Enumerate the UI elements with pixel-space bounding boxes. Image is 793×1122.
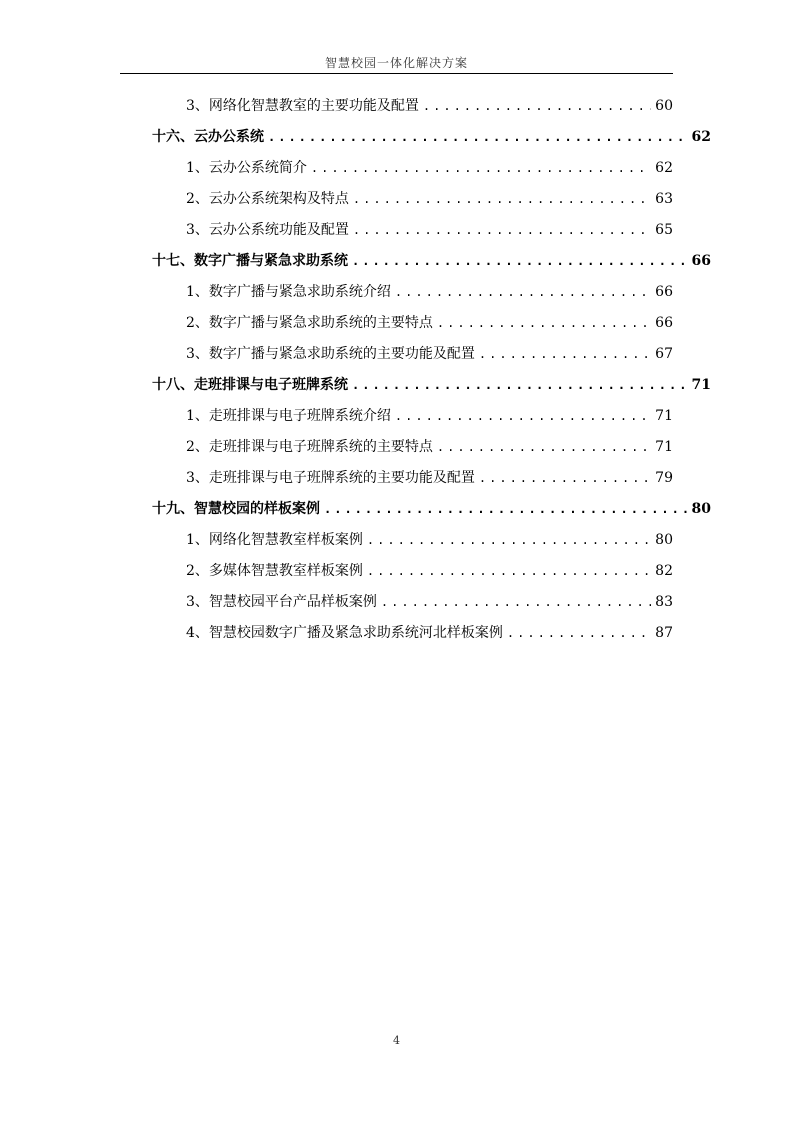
- toc-entry-page: 66: [655, 284, 673, 300]
- toc-entry-title: 1、云办公系统简介: [186, 160, 307, 176]
- toc-entry[interactable]: [186, 158, 673, 178]
- toc-entry[interactable]: [186, 96, 673, 116]
- toc-dot-leader: [395, 282, 651, 302]
- toc-dot-leader: [367, 530, 651, 550]
- toc-entry-title: 1、数字广播与紧急求助系统介绍: [186, 284, 391, 300]
- toc-chapter-title: 十七、数字广播与紧急求助系统: [152, 253, 348, 269]
- toc-entry[interactable]: [186, 437, 673, 457]
- toc-entry-page: 67: [655, 346, 673, 362]
- toc-entry-page: 80: [655, 532, 673, 548]
- toc-entry[interactable]: [186, 406, 673, 426]
- toc-dot-leader: [311, 158, 651, 178]
- toc-entry[interactable]: [186, 344, 673, 364]
- toc-entry-page: 82: [655, 563, 673, 579]
- toc-dot-leader: [352, 251, 688, 271]
- toc-entry-title: 3、网络化智慧教室的主要功能及配置: [186, 98, 419, 114]
- toc-chapter-page: 80: [691, 501, 711, 517]
- toc-entry[interactable]: [186, 530, 673, 550]
- toc-entry-title: 1、网络化智慧教室样板案例: [186, 532, 363, 548]
- toc-entry[interactable]: [186, 623, 673, 643]
- toc-entry-title: 4、智慧校园数字广播及紧急求助系统河北样板案例: [186, 625, 503, 641]
- toc-chapter-page: 66: [691, 253, 711, 269]
- toc-entry-title: 3、智慧校园平台产品样板案例: [186, 594, 377, 610]
- toc-chapter-entry[interactable]: [152, 375, 711, 395]
- toc-dot-leader: [353, 189, 651, 209]
- toc-entry-title: 2、多媒体智慧教室样板案例: [186, 563, 363, 579]
- toc-dot-leader: [423, 96, 651, 116]
- toc-entry[interactable]: [186, 468, 673, 488]
- toc-dot-leader: [353, 220, 651, 240]
- toc-chapter-title: 十九、智慧校园的样板案例: [152, 501, 320, 517]
- toc-chapter-title: 十八、走班排课与电子班牌系统: [152, 377, 348, 393]
- toc-dot-leader: [479, 344, 651, 364]
- page-number: 4: [393, 1034, 400, 1047]
- toc-chapter-page: 71: [691, 377, 711, 393]
- toc-entry-page: 71: [655, 439, 673, 455]
- toc-entry-title: 3、数字广播与紧急求助系统的主要功能及配置: [186, 346, 475, 362]
- toc-chapter-entry[interactable]: [152, 499, 711, 519]
- toc-entry-page: 63: [655, 191, 673, 207]
- toc-entry-title: 2、数字广播与紧急求助系统的主要特点: [186, 315, 433, 331]
- toc-dot-leader: [324, 499, 688, 519]
- toc-dot-leader: [367, 561, 651, 581]
- toc-entry-title: 1、走班排课与电子班牌系统介绍: [186, 408, 391, 424]
- toc-entry-title: 2、云办公系统架构及特点: [186, 191, 349, 207]
- toc-entry[interactable]: [186, 282, 673, 302]
- toc-entry-page: 71: [655, 408, 673, 424]
- toc-entry[interactable]: [186, 561, 673, 581]
- toc-chapter-page: 62: [691, 129, 711, 145]
- header-divider: [120, 73, 673, 74]
- toc-dot-leader: [395, 406, 651, 426]
- toc-entry-page: 65: [655, 222, 673, 238]
- toc-entry-page: 60: [655, 98, 673, 114]
- toc-dot-leader: [507, 623, 651, 643]
- toc-dot-leader: [437, 437, 651, 457]
- toc-entry[interactable]: [186, 313, 673, 333]
- toc-dot-leader: [352, 375, 688, 395]
- toc-chapter-entry[interactable]: [152, 251, 711, 271]
- toc-entry-title: 3、走班排课与电子班牌系统的主要功能及配置: [186, 470, 475, 486]
- toc-entry-title: 3、云办公系统功能及配置: [186, 222, 349, 238]
- toc-entry-page: 83: [655, 594, 673, 610]
- toc-dot-leader: [381, 592, 651, 612]
- toc-entry-title: 2、走班排课与电子班牌系统的主要特点: [186, 439, 433, 455]
- toc-dot-leader: [268, 127, 688, 147]
- toc-entry-page: 79: [655, 470, 673, 486]
- toc-chapter-entry[interactable]: [152, 127, 711, 147]
- toc-chapter-title: 十六、云办公系统: [152, 129, 264, 145]
- toc-dot-leader: [437, 313, 651, 333]
- page-header-title: 智慧校园一体化解决方案: [324, 56, 468, 70]
- toc-entry[interactable]: [186, 220, 673, 240]
- toc-entry-page: 87: [655, 625, 673, 641]
- toc-entry-page: 62: [655, 160, 673, 176]
- toc-dot-leader: [479, 468, 651, 488]
- toc-entry[interactable]: [186, 592, 673, 612]
- toc-entry-page: 66: [655, 315, 673, 331]
- toc-entry[interactable]: [186, 189, 673, 209]
